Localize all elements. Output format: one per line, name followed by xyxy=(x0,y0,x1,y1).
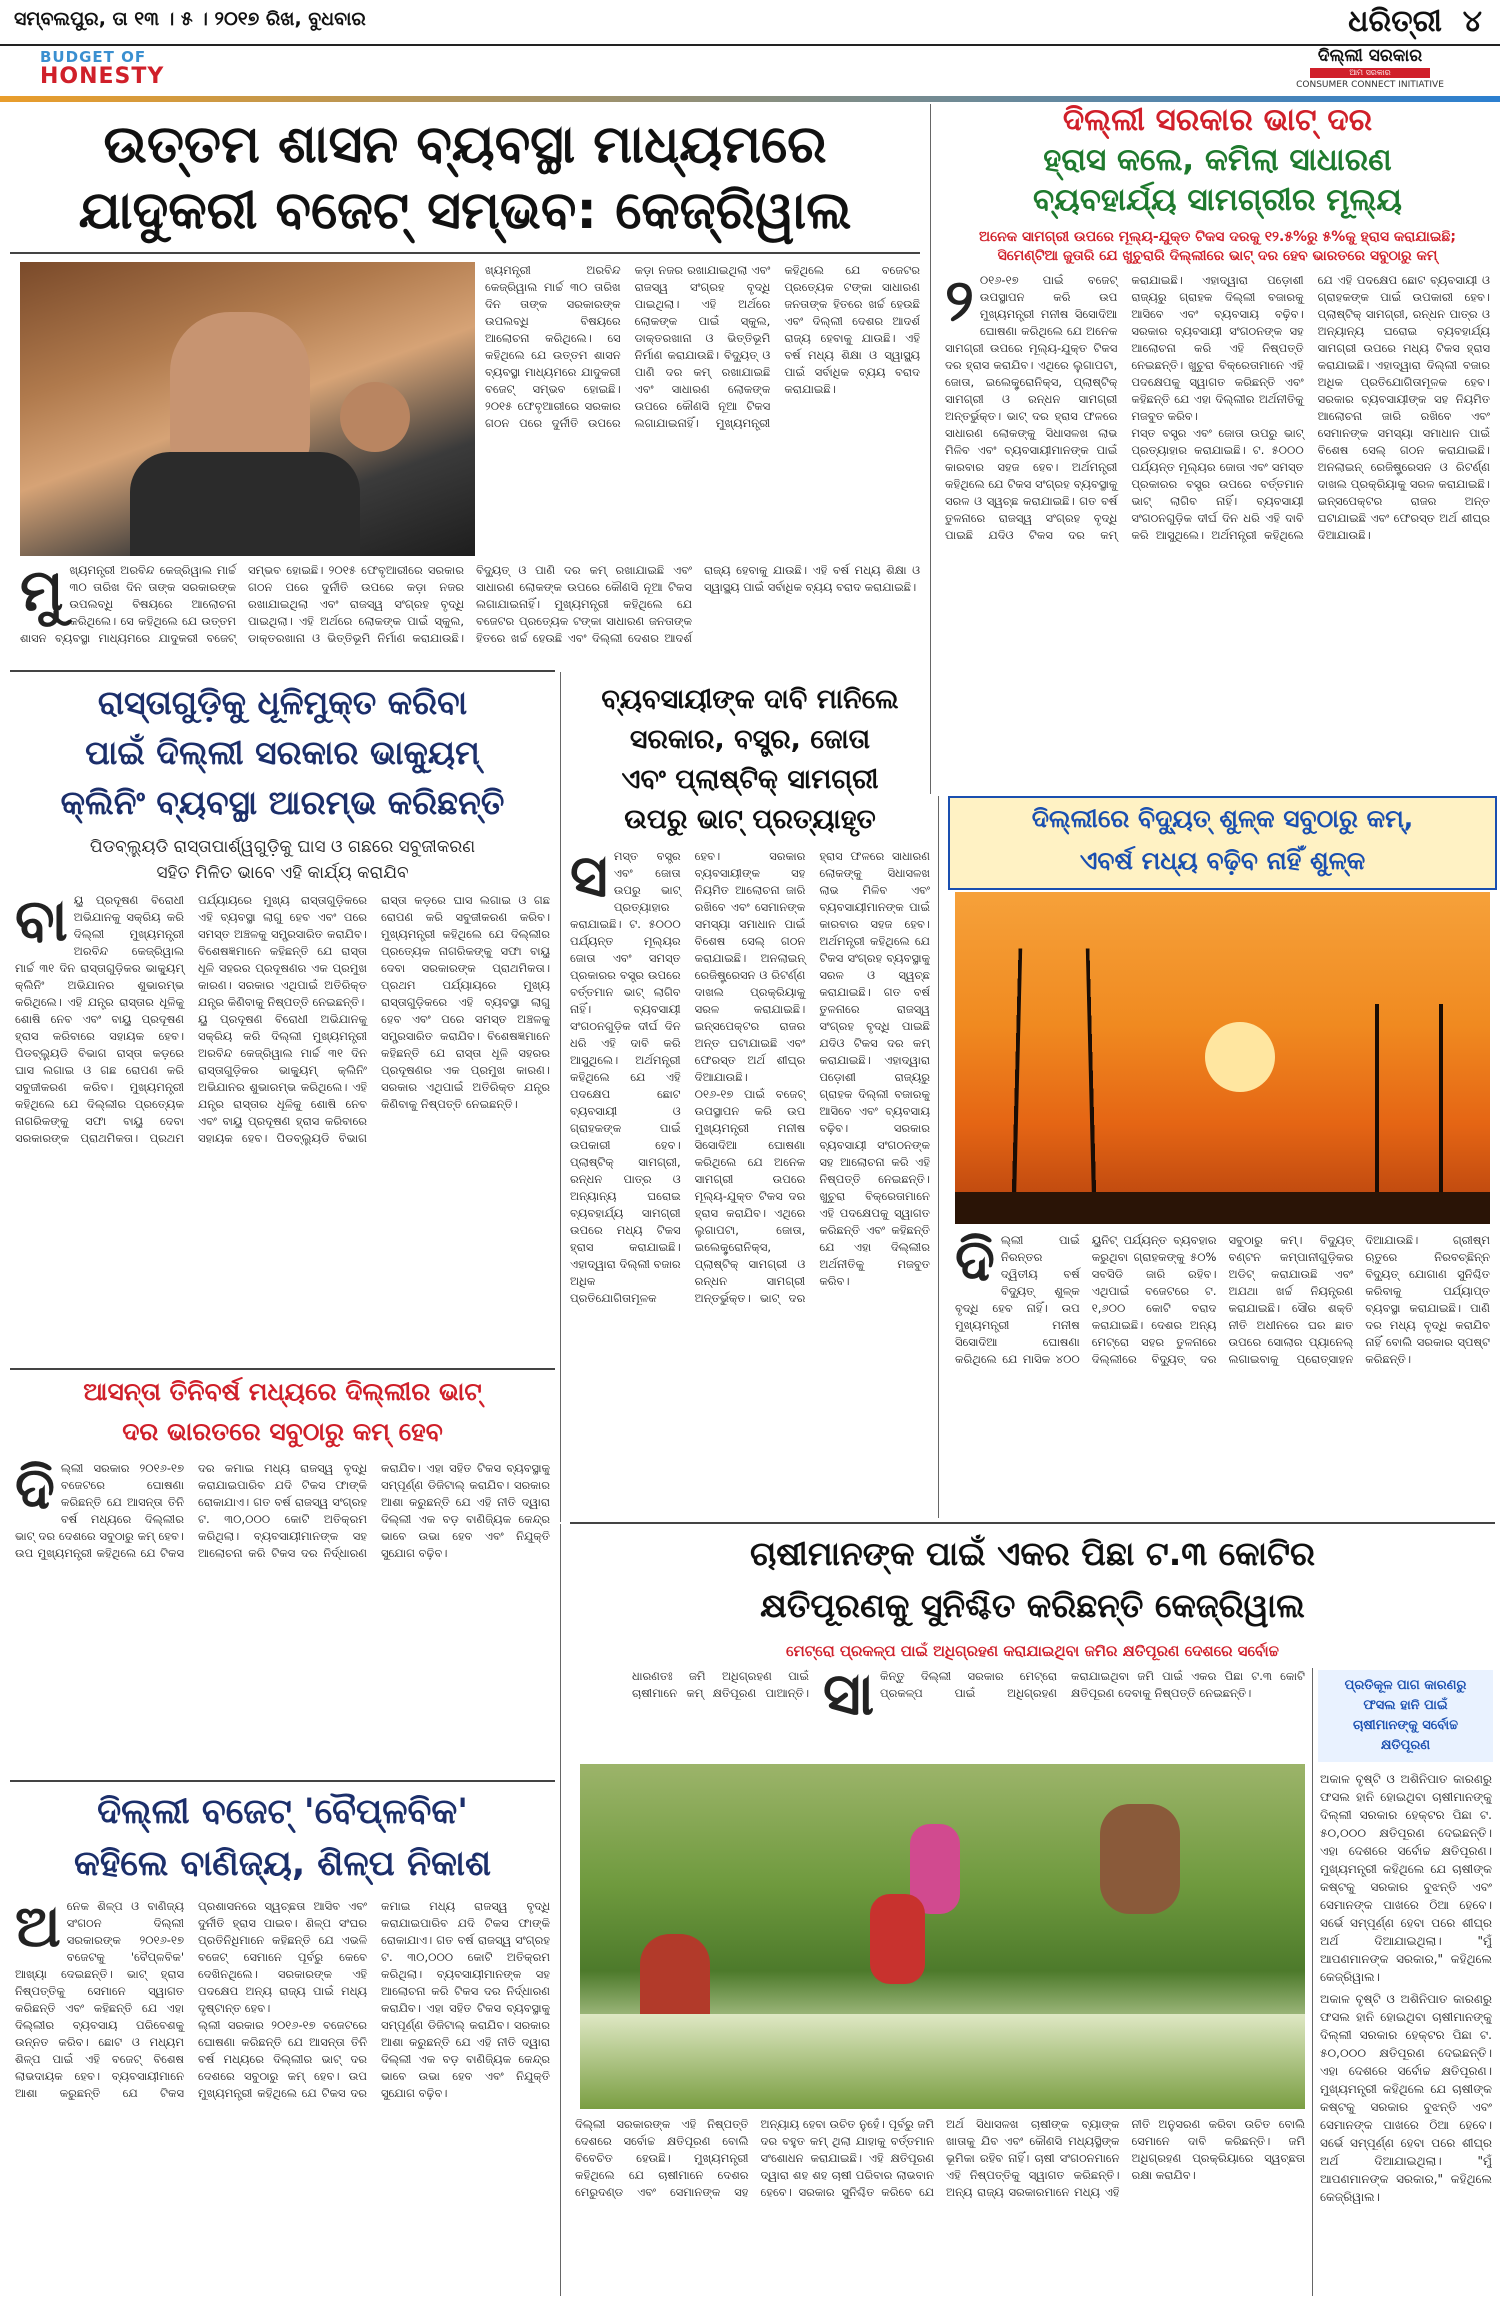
divider xyxy=(10,1368,555,1370)
column-rule xyxy=(560,672,561,1522)
power-tower-photo xyxy=(955,892,1490,1224)
lowest-vat-body: ଦି ଲ୍ଲୀ ସରକାର ୨୦୧୬-୧୭ ବଜେଟରେ ଘୋଷଣା କରିଛନ୍ତି ଯେ ଆସନ୍ତା ତିନି ବର୍ଷ ମଧ୍ୟରେ ଦିଲ୍ଲୀର ଭାଟ୍ ଦର ଦେଶରେ ସବୁଠାରୁ କମ୍ ହେବ। ଉପ ମୁଖ୍ୟମନ୍ତ୍ରୀ କହିଥିଲେ ଯେ ଟିକସ ଦର କମାଇ ମଧ୍ୟ ରାଜସ୍ୱ ବୃଦ୍ଧି କରାଯାଇପାରିବ ଯଦି ଟିକସ ଫାଙ୍କି ରୋକାଯାଏ। ଗତ ବର୍ଷ ରାଜସ୍ୱ ସଂଗ୍ରହ ଟ. ୩୦,୦୦୦ କୋଟି ଅତିକ୍ରମ କରିଥିଲା। ବ୍ୟବସାୟୀମାନଙ୍କ ସହ ଆଲୋଚନା କରି ଟିକସ ଦର ନିର୍ଦ୍ଧାରଣ କରାଯିବ। ଏହା ସହିତ ଟିକସ ବ୍ୟବସ୍ଥାକୁ ସମ୍ପୂର୍ଣ୍ଣ ଡିଜିଟାଲ୍ କରାଯିବ। ସରକାର ଆଶା କରୁଛନ୍ତି ଯେ ଏହି ନୀତି ଦ୍ୱାରା ଦିଲ୍ଲୀ ଏକ ବଡ଼ ବାଣିଜ୍ୟିକ କେନ୍ଦ୍ର ଭାବେ ଉଭା ହେବ ଏବଂ ନିଯୁକ୍ତି ସୁଯୋଗ ବଢ଼ିବ। xyxy=(15,1460,550,1560)
page-header xyxy=(1348,4,1482,39)
traders-headline: ବ୍ୟବସାୟୀଙ୍କ ଦାବି ମାନିଲେ ସରକାର, ବସ୍ତ୍ର, ଜୋତା ଏବଂ ପ୍ଲାଷ୍ଟିକ୍ ସାମଗ୍ରୀ ଉପରୁ ଭାଟ୍ ପ୍ରତ୍ୟାହୃତ xyxy=(601,684,899,835)
revolutionary-body: ଅ ନେକ ଶିଳ୍ପ ଓ ବାଣିଜ୍ୟ ସଂଗଠନ ଦିଲ୍ଲୀ ସରକାରଙ୍କ ୨୦୧୬-୧୭ ବଜେଟକୁ 'ବୈପ୍ଳବିକ' ଆଖ୍ୟା ଦେଇଛନ୍ତି। ଭାଟ୍ ହ୍ରାସ ନିଷ୍ପତ୍ତିକୁ ସେମାନେ ସ୍ୱାଗତ କରିଛନ୍ତି ଏବଂ କହିଛନ୍ତି ଯେ ଏହା ଦିଲ୍ଲୀର ବ୍ୟବସାୟ ପରିବେଶକୁ ଉନ୍ନତ କରିବ। ଛୋଟ ଓ ମଧ୍ୟମ ଶିଳ୍ପ ପାଇଁ ଏହି ବଜେଟ୍ ବିଶେଷ ଲାଭଦାୟକ ହେବ। ବ୍ୟବସାୟୀମାନେ ଆଶା କରୁଛନ୍ତି ଯେ ଟିକସ ପ୍ରଶାସନରେ ସ୍ୱଚ୍ଛତା ଆସିବ ଏବଂ ଦୁର୍ନୀତି ହ୍ରାସ ପାଇବ। ଶିଳ୍ପ ସଂଘର ପ୍ରତିନିଧିମାନେ କହିଛନ୍ତି ଯେ ଏଭଳି ବଜେଟ୍ ସେମାନେ ପୂର୍ବରୁ କେବେ ଦେଖିନଥିଲେ। ସରକାରଙ୍କ ଏହି ପଦକ୍ଷେପ ଅନ୍ୟ ରାଜ୍ୟ ପାଇଁ ମଧ୍ୟ ଦୃଷ୍ଟାନ୍ତ ହେବ। ଲ୍ଲୀ ସରକାର ୨୦୧୬-୧୭ ବଜେଟରେ ଘୋଷଣା କରିଛନ୍ତି ଯେ ଆସନ୍ତା ତିନି ବର୍ଷ ମଧ୍ୟରେ ଦିଲ୍ଲୀର ଭାଟ୍ ଦର ଦେଶରେ ସବୁଠାରୁ କମ୍ ହେବ। ଉପ ମୁଖ୍ୟମନ୍ତ୍ରୀ କହିଥିଲେ ଯେ ଟିକସ ଦର କମାଇ ମଧ୍ୟ ରାଜସ୍ୱ ବୃଦ୍ଧି କରାଯାଇପାରିବ ଯଦି ଟିକସ ଫାଙ୍କି ରୋକାଯାଏ। ଗତ ବର୍ଷ ରାଜସ୍ୱ ସଂଗ୍ରହ ଟ. ୩୦,୦୦୦ କୋଟି ଅତିକ୍ରମ କରିଥିଲା। ବ୍ୟବସାୟୀମାନଙ୍କ ସହ ଆଲୋଚନା କରି ଟିକସ ଦର ନିର୍ଦ୍ଧାରଣ କରାଯିବ। ଏହା ସହିତ ଟିକସ ବ୍ୟବସ୍ଥାକୁ ସମ୍ପୂର୍ଣ୍ଣ ଡିଜିଟାଲ୍ କରାଯିବ। ସରକାର ଆଶା କରୁଛନ୍ତି ଯେ ଏହି ନୀତି ଦ୍ୱାରା ଦିଲ୍ଲୀ ଏକ ବଡ଼ ବାଣିଜ୍ୟିକ କେନ୍ଦ୍ର ଭାବେ ଉଭା ହେବ ଏବଂ ନିଯୁକ୍ତି ସୁଯୋଗ ବଢ଼ିବ। xyxy=(15,1898,550,2100)
vat-headline: ଦିଲ୍ଲୀ ସରକାର ଭାଟ୍ ଦର ହ୍ରାସ କଲେ, କମିଲା ସାଧାରଣ ବ୍ୟବହାର୍ଯ୍ୟ ସାମଗ୍ରୀର ମୂଲ୍ୟ xyxy=(1033,102,1402,218)
column-rule xyxy=(560,1524,561,2296)
dateline: ସମ୍ବଲପୁର, ତା ୧୩ । ୫ । ୨୦୧୭ ରିଖ, ବୁଧବାର xyxy=(14,8,366,30)
divider xyxy=(10,1780,555,1782)
farmers-deck: ମେଟ୍ରୋ ପ୍ରକଳ୍ପ ପାଇଁ ଅଧିଗ୍ରହଣ କରାଯାଇଥିବା ଜମିର କ୍ଷତିପୂରଣ ଦେଶରେ ସର୍ବୋଚ୍ଚ xyxy=(786,1642,1279,1660)
vacuum-headline: ରାସ୍ତାଗୁଡ଼ିକୁ ଧୂଳିମୁକ୍ତ କରିବା ପାଇଁ ଦିଲ୍ଲୀ ସରକାର ଭାକ୍ୟୁମ୍ କ୍ଲିନିଂ ବ୍ୟବସ୍ଥା ଆରମ୍ଭ କରିଛନ୍ତି xyxy=(60,683,505,822)
column-rule xyxy=(930,104,931,794)
divider xyxy=(10,670,555,672)
delhi-govt-logo: ଦିଲ୍ଲୀ ସରକାର ଆମ ସରକାର CONSUMER CONNECT INITIATIVE xyxy=(1296,46,1444,90)
crop-loss-body: ଅକାଳ ବୃଷ୍ଟି ଓ ଅଶିନିପାତ କାରଣରୁ ଫସଲ ହାନି ହୋଇଥିବା ଚାଷୀମାନଙ୍କୁ ଦିଲ୍ଲୀ ସରକାର ହେକ୍ଟର ପିଛା ଟ. ୫୦,୦୦୦ କ୍ଷତିପୂରଣ ଦେଇଛନ୍ତି। ଏହା ଦେଶରେ ସର୍ବୋଚ୍ଚ କ୍ଷତିପୂରଣ। ମୁଖ୍ୟମନ୍ତ୍ରୀ କହିଥିଲେ ଯେ ଚାଷୀଙ୍କ କଷ୍ଟକୁ ସରକାର ବୁଝନ୍ତି ଏବଂ ସେମାନଙ୍କ ପାଖରେ ଠିଆ ହେବେ। ସର୍ଭେ ସମ୍ପୂର୍ଣ୍ଣ ହେବା ପରେ ଶୀଘ୍ର ଅର୍ଥ ଦିଆଯାଇଥିଲା। "ମୁଁ ଆପଣମାନଙ୍କ ସରକାର," କହିଥିଲେ କେଜ୍ରିୱାଲ। ଅକାଳ ବୃଷ୍ଟି ଓ ଅଶିନିପାତ କାରଣରୁ ଫସଲ ହାନି ହୋଇଥିବା ଚାଷୀମାନଙ୍କୁ ଦିଲ୍ଲୀ ସରକାର ହେକ୍ଟର ପିଛା ଟ. ୫୦,୦୦୦ କ୍ଷତିପୂରଣ ଦେଇଛନ୍ତି। ଏହା ଦେଶରେ ସର୍ବୋଚ୍ଚ କ୍ଷତିପୂରଣ। ମୁଖ୍ୟମନ୍ତ୍ରୀ କହିଥିଲେ ଯେ ଚାଷୀଙ୍କ କଷ୍ଟକୁ ସରକାର ବୁଝନ୍ତି ଏବଂ ସେମାନଙ୍କ ପାଖରେ ଠିଆ ହେବେ। ସର୍ଭେ ସମ୍ପୂର୍ଣ୍ଣ ହେବା ପରେ ଶୀଘ୍ର ଅର୍ଥ ଦିଆଯାଇଥିଲା। "ମୁଁ ଆପଣମାନଙ୍କ ସରକାର," କହିଥିଲେ କେଜ୍ରିୱାଲ। xyxy=(1320,1772,1492,2204)
paper-name: ଧରିତ୍ରୀ xyxy=(1348,4,1442,39)
farmers-body-bottom: ଦିଲ୍ଲୀ ସରକାରଙ୍କ ଏହି ନିଷ୍ପତ୍ତି ଦେଶରେ ସର୍ବୋଚ୍ଚ କ୍ଷତିପୂରଣ ବୋଲି ବିବେଚିତ ହେଉଛି। ମୁଖ୍ୟମନ୍ତ୍ରୀ କହିଥିଲେ ଯେ ଚାଷୀମାନେ ଦେଶର ମେରୁଦଣ୍ଡ ଏବଂ ସେମାନଙ୍କ ସହ ଅନ୍ୟାୟ ହେବା ଉଚିତ ନୁହେଁ। ପୂର୍ବରୁ ଜମି ଦର ବହୁତ କମ୍ ଥିଲା ଯାହାକୁ ବର୍ତ୍ତମାନ ସଂଶୋଧନ କରାଯାଇଛି। ଏହି କ୍ଷତିପୂରଣ ଦ୍ୱାରା ଶହ ଶହ ଚାଷୀ ପରିବାର ଲାଭବାନ ହେବେ। ସରକାର ସୁନିଶ୍ଚିତ କରିବେ ଯେ ଅର୍ଥ ସିଧାସଳଖ ଚାଷୀଙ୍କ ବ୍ୟାଙ୍କ ଖାତାକୁ ଯିବ ଏବଂ କୌଣସି ମଧ୍ୟସ୍ଥିଙ୍କ ଭୂମିକା ରହିବ ନାହିଁ। ଚାଷୀ ସଂଗଠନମାନେ ଏହି ନିଷ୍ପତ୍ତିକୁ ସ୍ୱାଗତ କରିଛନ୍ତି। ଅନ୍ୟ ରାଜ୍ୟ ସରକାରମାନେ ମଧ୍ୟ ଏହି ନୀତି ଅନୁସରଣ କରିବା ଉଚିତ ବୋଲି ସେମାନେ ଦାବି କରିଛନ୍ତି। ଜମି ଅଧିଗ୍ରହଣ ପ୍ରକ୍ରିୟାରେ ସ୍ୱଚ୍ଛତା ରକ୍ଷା କରାଯିବ। xyxy=(575,2117,1305,2199)
page-number: ୪ xyxy=(1462,4,1482,39)
kejriwal-photo xyxy=(20,262,475,556)
column-rule xyxy=(938,796,939,1518)
vat-deck: ଅନେକ ସାମଗ୍ରୀ ଉପରେ ମୂଲ୍ୟ-ଯୁକ୍ତ ଟିକସ ଦରକୁ ୧୨.୫%ରୁ ୫%କୁ ହ୍ରାସ କରାଯାଇଛି; ସିମେଣ୍ଟିଆ ଜୁତାରି ଯେ ଖୁଚୁରାରି ଦିଲ୍ଲୀରେ ଭାଟ୍ ଦର ହେବ ଭାରତରେ ସବୁଠାରୁ କମ୍ xyxy=(979,229,1456,264)
lowest-vat-headline: ଆସନ୍ତା ତିନିବର୍ଷ ମଧ୍ୟରେ ଦିଲ୍ଲୀର ଭାଟ୍ ଦର ଭାରତରେ ସବୁଠାରୁ କମ୍ ହେବ xyxy=(83,1377,482,1446)
vat-body: ୨ ୦୧୬-୧୭ ପାଇଁ ବଜେଟ୍ ଉପସ୍ଥାପନ କରି ଉପ ମୁଖ୍ୟମନ୍ତ୍ରୀ ମନୀଷ ସିସୋଦିଆ ଘୋଷଣା କରିଥିଲେ ଯେ ଅନେକ ସାମଗ୍ରୀ ଉପରେ ମୂଲ୍ୟ-ଯୁକ୍ତ ଟିକସ ଦର ହ୍ରାସ କରାଯିବ। ଏଥିରେ ଲୁଗାପଟା, ଜୋତା, ଇଲେକ୍ଟ୍ରୋନିକ୍ସ, ପ୍ଲାଷ୍ଟିକ୍ ସାମଗ୍ରୀ ଓ ରନ୍ଧନ ସାମଗ୍ରୀ ଅନ୍ତର୍ଭୁକ୍ତ। ଭାଟ୍ ଦର ହ୍ରାସ ଫଳରେ ସାଧାରଣ ଲୋକଙ୍କୁ ସିଧାସଳଖ ଲାଭ ମିଳିବ ଏବଂ ବ୍ୟବସାୟୀମାନଙ୍କ ପାଇଁ କାରବାର ସହଜ ହେବ। ଅର୍ଥମନ୍ତ୍ରୀ କହିଥିଲେ ଯେ ଟିକସ ସଂଗ୍ରହ ବ୍ୟବସ୍ଥାକୁ ସରଳ ଓ ସ୍ୱଚ୍ଛ କରାଯାଇଛି। ଗତ ବର୍ଷ ତୁଳନାରେ ରାଜସ୍ୱ ସଂଗ୍ରହ ବୃଦ୍ଧି ପାଇଛି ଯଦିଓ ଟିକସ ଦର କମ୍ କରାଯାଇଛି। ଏହାଦ୍ୱାରା ପଡ଼ୋଶୀ ରାଜ୍ୟରୁ ଗ୍ରାହକ ଦିଲ୍ଲୀ ବଜାରକୁ ଆସିବେ ଏବଂ ବ୍ୟବସାୟ ବଢ଼ିବ। ସରକାର ବ୍ୟବସାୟୀ ସଂଗଠନଙ୍କ ସହ ଆଲୋଚନା କରି ଏହି ନିଷ୍ପତ୍ତି ନେଇଛନ୍ତି। ଖୁଚୁରା ବିକ୍ରେତାମାନେ ଏହି ପଦକ୍ଷେପକୁ ସ୍ୱାଗତ କରିଛନ୍ତି ଏବଂ କହିଛନ୍ତି ଯେ ଏହା ଦିଲ୍ଲୀର ଅର୍ଥନୀତିକୁ ମଜବୁତ କରିବ। ମସ୍ତ ବସ୍ତ୍ର ଏବଂ ଜୋତା ଉପରୁ ଭାଟ୍ ପ୍ରତ୍ୟାହାର କରାଯାଇଛି। ଟ. ୫୦୦୦ ପର୍ଯ୍ୟନ୍ତ ମୂଲ୍ୟର ଜୋତା ଏବଂ ସମସ୍ତ ପ୍ରକାରର ବସ୍ତ୍ର ଉପରେ ବର୍ତ୍ତମାନ ଭାଟ୍ ଲାଗିବ ନାହିଁ। ବ୍ୟବସାୟୀ ସଂଗଠନଗୁଡ଼ିକ ଦୀର୍ଘ ଦିନ ଧରି ଏହି ଦାବି କରି ଆସୁଥିଲେ। ଅର୍ଥମନ୍ତ୍ରୀ କହିଥିଲେ ଯେ ଏହି ପଦକ୍ଷେପ ଛୋଟ ବ୍ୟବସାୟୀ ଓ ଗ୍ରାହକଙ୍କ ପାଇଁ ଉପକାରୀ ହେବ। ପ୍ଲାଷ୍ଟିକ୍ ସାମଗ୍ରୀ, ରନ୍ଧନ ପାତ୍ର ଓ ଅନ୍ୟାନ୍ୟ ଘରୋଇ ବ୍ୟବହାର୍ଯ୍ୟ ସାମଗ୍ରୀ ଉପରେ ମଧ୍ୟ ଟିକସ ହ୍ରାସ କରାଯାଇଛି। ଏହାଦ୍ୱାରା ଦିଲ୍ଲୀ ବଜାର ଅଧିକ ପ୍ରତିଯୋଗିତାମୂଳକ ହେବ। ସରକାର ବ୍ୟବସାୟୀଙ୍କ ସହ ନିୟମିତ ଆଲୋଚନା ଜାରି ରଖିବେ ଏବଂ ସେମାନଙ୍କ ସମସ୍ୟା ସମାଧାନ ପାଇଁ ବିଶେଷ ସେଲ୍ ଗଠନ କରାଯାଇଛି। ଅନଲାଇନ୍ ରେଜିଷ୍ଟ୍ରେସନ ଓ ରିଟର୍ଣ୍ଣ ଦାଖଲ ପ୍ରକ୍ରିୟାକୁ ସରଳ କରାଯାଇଛି। ଇନ୍ସପେକ୍ଟର ରାଜର ଅନ୍ତ ଘଟାଯାଇଛି ଏବଂ ଫେରସ୍ତ ଅର୍ଥ ଶୀଘ୍ର ଦିଆଯାଉଛି। xyxy=(945,272,1490,542)
farmers-headline: ଚାଷୀମାନଙ୍କ ପାଇଁ ଏକର ପିଛା ଟ.୩ କୋଟିର କ୍ଷତିପୂରଣକୁ ସୁନିଶ୍ଚିତ କରିଛନ୍ତି କେଜ୍ରିୱାଲ xyxy=(749,1534,1315,1625)
farmers-body-top: ସା ଧାରଣତଃ ଜମି ଅଧିଗ୍ରହଣ ପାଇଁ ଚାଷୀମାନେ କମ୍ କ୍ଷତିପୂରଣ ପାଆନ୍ତି। କିନ୍ତୁ ଦିଲ୍ଲୀ ସରକାର ମେଟ୍ରୋ ପ୍ରକଳ୍ପ ପାଇଁ ଅଧିଗ୍ରହଣ କରାଯାଇଥିବା ଜମି ପାଇଁ ଏକର ପିଛା ଟ.୩ କୋଟି କ୍ଷତିପୂରଣ ଦେବାକୁ ନିଷ୍ପତ୍ତି ନେଇଛନ୍ତି। xyxy=(632,1668,1305,1728)
budget-of-honesty-logo: BUDGET OF HONESTY xyxy=(40,48,165,89)
revolutionary-headline: ଦିଲ୍ଲୀ ବଜେଟ୍ 'ବୈପ୍ଳବିକ' କହିଲେ ବାଣିଜ୍ୟ, ଶିଳ୍ପ ନିକାଶ xyxy=(74,1792,491,1884)
farmers-field-photo xyxy=(580,1764,1305,2109)
lead-body-right: ଖ୍ୟମନ୍ତ୍ରୀ ଅରବିନ୍ଦ କେଜ୍ରିୱାଲ ମାର୍ଚ୍ଚ ୩୦ ତାରିଖ ଦିନ ତାଙ୍କ ସରକାରଙ୍କ ଉପଲବ୍ଧି ବିଷୟରେ ଆଲୋଚନା କରିଥିଲେ। ସେ କହିଥିଲେ ଯେ ଉତ୍ତମ ଶାସନ ବ୍ୟବସ୍ଥା ମାଧ୍ୟମରେ ଯାଦୁକରୀ ବଜେଟ୍ ସମ୍ଭବ ହୋଇଛି। ୨୦୧୫ ଫେବୃଆରୀରେ ସରକାର ଗଠନ ପରେ ଦୁର୍ନୀତି ଉପରେ କଡ଼ା ନଜର ରଖାଯାଇଥିଲା ଏବଂ ରାଜସ୍ୱ ସଂଗ୍ରହ ବୃଦ୍ଧି ପାଇଥିଲା। ଏହି ଅର୍ଥରେ ଲୋକଙ୍କ ପାଇଁ ସ୍କୁଲ, ଡାକ୍ତରଖାନା ଓ ଭିତ୍ତିଭୂମି ନିର୍ମାଣ କରାଯାଉଛି। ବିଦ୍ୟୁତ୍ ଓ ପାଣି ଦର କମ୍ ରଖାଯାଇଛି ଏବଂ ସାଧାରଣ ଲୋକଙ୍କ ଉପରେ କୌଣସି ନୂଆ ଟିକସ ଲଗାଯାଇନାହିଁ। ମୁଖ୍ୟମନ୍ତ୍ରୀ କହିଥିଲେ ଯେ ବଜେଟର ପ୍ରତ୍ୟେକ ଟଙ୍କା ସାଧାରଣ ଜନତାଙ୍କ ହିତରେ ଖର୍ଚ୍ଚ ହେଉଛି ଏବଂ ଦିଲ୍ଲୀ ଦେଶର ଆଦର୍ଶ ରାଜ୍ୟ ହେବାକୁ ଯାଉଛି। ଏହି ବର୍ଷ ମଧ୍ୟ ଶିକ୍ଷା ଓ ସ୍ୱାସ୍ଥ୍ୟ ପାଇଁ ସର୍ବାଧିକ ବ୍ୟୟ ବରାଦ କରାଯାଇଛି। xyxy=(485,263,920,430)
column-rule xyxy=(1312,1668,1313,2296)
power-body: ଦି ଲ୍ଲୀ ପାଇଁ ନିରନ୍ତର ଦ୍ୱିତୀୟ ବର୍ଷ ବିଦ୍ୟୁତ୍ ଶୁଳ୍କ ବୃଦ୍ଧି ହେବ ନାହିଁ। ଉପ ମୁଖ୍ୟମନ୍ତ୍ରୀ ମନୀଷ ସିସୋଦିଆ ଘୋଷଣା କରିଥିଲେ ଯେ ମାସିକ ୪୦୦ ୟୁନିଟ୍ ପର୍ଯ୍ୟନ୍ତ ବ୍ୟବହାର କରୁଥିବା ଗ୍ରାହକଙ୍କୁ ୫୦% ସବସିଡି ଜାରି ରହିବ। ଏଥିପାଇଁ ବଜେଟରେ ଟ. ୧,୬୦୦ କୋଟି ବରାଦ କରାଯାଇଛି। ଦେଶର ଅନ୍ୟ ମେଟ୍ରୋ ସହର ତୁଳନାରେ ଦିଲ୍ଲୀରେ ବିଦ୍ୟୁତ୍ ଦର ସବୁଠାରୁ କମ୍। ବିଦ୍ୟୁତ୍ ବଣ୍ଟନ କମ୍ପାନୀଗୁଡ଼ିକର ଅଡିଟ୍ କରାଯାଉଛି ଏବଂ ଅଯଥା ଖର୍ଚ୍ଚ ନିୟନ୍ତ୍ରଣ କରାଯାଇଛି। ସୌର ଶକ୍ତି ନୀତି ଅଧୀନରେ ଘର ଛାତ ଉପରେ ସୋଲାର ପ୍ୟାନେଲ୍ ଲଗାଇବାକୁ ପ୍ରୋତ୍ସାହନ ଦିଆଯାଉଛି। ଗ୍ରୀଷ୍ମ ଋତୁରେ ନିରବଚ୍ଛିନ୍ନ ବିଦ୍ୟୁତ୍ ଯୋଗାଣ ସୁନିଶ୍ଚିତ କରିବାକୁ ପର୍ଯ୍ୟାପ୍ତ ବ୍ୟବସ୍ଥା କରାଯାଇଛି। ପାଣି ଦର ମଧ୍ୟ ବୃଦ୍ଧି କରାଯିବ ନାହିଁ ବୋଲି ସରକାର ସ୍ପଷ୍ଟ କରିଛନ୍ତି। xyxy=(955,1232,1490,1366)
masthead xyxy=(0,0,1500,46)
crop-loss-box: ପ୍ରତିକୂଳ ପାଗ କାରଣରୁ ଫସଲ ହାନି ପାଇଁ ଚାଷୀମାନଙ୍କୁ ସର୍ବୋଚ୍ଚ କ୍ଷତିପୂରଣ xyxy=(1318,1670,1493,1762)
lead-headline: ଉତ୍ତମ ଶାସନ ବ୍ୟବସ୍ଥା ମାଧ୍ୟମରେ ଯାଦୁକରୀ ବଜେଟ୍ ସମ୍ଭବ: କେଜ୍ରିୱାଲ xyxy=(78,115,852,241)
lead-body-bottom: ମୁ ଖ୍ୟମନ୍ତ୍ରୀ ଅରବିନ୍ଦ କେଜ୍ରିୱାଲ ମାର୍ଚ୍ଚ ୩୦ ତାରିଖ ଦିନ ତାଙ୍କ ସରକାରଙ୍କ ଉପଲବ୍ଧି ବିଷୟରେ ଆଲୋଚନା କରିଥିଲେ। ସେ କହିଥିଲେ ଯେ ଉତ୍ତମ ଶାସନ ବ୍ୟବସ୍ଥା ମାଧ୍ୟମରେ ଯାଦୁକରୀ ବଜେଟ୍ ସମ୍ଭବ ହୋଇଛି। ୨୦୧୫ ଫେବୃଆରୀରେ ସରକାର ଗଠନ ପରେ ଦୁର୍ନୀତି ଉପରେ କଡ଼ା ନଜର ରଖାଯାଇଥିଲା ଏବଂ ରାଜସ୍ୱ ସଂଗ୍ରହ ବୃଦ୍ଧି ପାଇଥିଲା। ଏହି ଅର୍ଥରେ ଲୋକଙ୍କ ପାଇଁ ସ୍କୁଲ, ଡାକ୍ତରଖାନା ଓ ଭିତ୍ତିଭୂମି ନିର୍ମାଣ କରାଯାଉଛି। ବିଦ୍ୟୁତ୍ ଓ ପାଣି ଦର କମ୍ ରଖାଯାଇଛି ଏବଂ ସାଧାରଣ ଲୋକଙ୍କ ଉପରେ କୌଣସି ନୂଆ ଟିକସ ଲଗାଯାଇନାହିଁ। ମୁଖ୍ୟମନ୍ତ୍ରୀ କହିଥିଲେ ଯେ ବଜେଟର ପ୍ରତ୍ୟେକ ଟଙ୍କା ସାଧାରଣ ଜନତାଙ୍କ ହିତରେ ଖର୍ଚ୍ଚ ହେଉଛି ଏବଂ ଦିଲ୍ଲୀ ଦେଶର ଆଦର୍ଶ ରାଜ୍ୟ ହେବାକୁ ଯାଉଛି। ଏହି ବର୍ଷ ମଧ୍ୟ ଶିକ୍ଷା ଓ ସ୍ୱାସ୍ଥ୍ୟ ପାଇଁ ସର୍ବାଧିକ ବ୍ୟୟ ବରାଦ କରାଯାଇଛି। xyxy=(20,562,920,645)
traders-body: ସ ମସ୍ତ ବସ୍ତ୍ର ଏବଂ ଜୋତା ଉପରୁ ଭାଟ୍ ପ୍ରତ୍ୟାହାର କରାଯାଇଛି। ଟ. ୫୦୦୦ ପର୍ଯ୍ୟନ୍ତ ମୂଲ୍ୟର ଜୋତା ଏବଂ ସମସ୍ତ ପ୍ରକାରର ବସ୍ତ୍ର ଉପରେ ବର୍ତ୍ତମାନ ଭାଟ୍ ଲାଗିବ ନାହିଁ। ବ୍ୟବସାୟୀ ସଂଗଠନଗୁଡ଼ିକ ଦୀର୍ଘ ଦିନ ଧରି ଏହି ଦାବି କରି ଆସୁଥିଲେ। ଅର୍ଥମନ୍ତ୍ରୀ କହିଥିଲେ ଯେ ଏହି ପଦକ୍ଷେପ ଛୋଟ ବ୍ୟବସାୟୀ ଓ ଗ୍ରାହକଙ୍କ ପାଇଁ ଉପକାରୀ ହେବ। ପ୍ଲାଷ୍ଟିକ୍ ସାମଗ୍ରୀ, ରନ୍ଧନ ପାତ୍ର ଓ ଅନ୍ୟାନ୍ୟ ଘରୋଇ ବ୍ୟବହାର୍ଯ୍ୟ ସାମଗ୍ରୀ ଉପରେ ମଧ୍ୟ ଟିକସ ହ୍ରାସ କରାଯାଇଛି। ଏହାଦ୍ୱାରା ଦିଲ୍ଲୀ ବଜାର ଅଧିକ ପ୍ରତିଯୋଗିତାମୂଳକ ହେବ। ସରକାର ବ୍ୟବସାୟୀଙ୍କ ସହ ନିୟମିତ ଆଲୋଚନା ଜାରି ରଖିବେ ଏବଂ ସେମାନଙ୍କ ସମସ୍ୟା ସମାଧାନ ପାଇଁ ବିଶେଷ ସେଲ୍ ଗଠନ କରାଯାଇଛି। ଅନଲାଇନ୍ ରେଜିଷ୍ଟ୍ରେସନ ଓ ରିଟର୍ଣ୍ଣ ଦାଖଲ ପ୍ରକ୍ରିୟାକୁ ସରଳ କରାଯାଇଛି। ଇନ୍ସପେକ୍ଟର ରାଜର ଅନ୍ତ ଘଟାଯାଇଛି ଏବଂ ଫେରସ୍ତ ଅର୍ଥ ଶୀଘ୍ର ଦିଆଯାଉଛି। ୦୧୬-୧୭ ପାଇଁ ବଜେଟ୍ ଉପସ୍ଥାପନ କରି ଉପ ମୁଖ୍ୟମନ୍ତ୍ରୀ ମନୀଷ ସିସୋଦିଆ ଘୋଷଣା କରିଥିଲେ ଯେ ଅନେକ ସାମଗ୍ରୀ ଉପରେ ମୂଲ୍ୟ-ଯୁକ୍ତ ଟିକସ ଦର ହ୍ରାସ କରାଯିବ। ଏଥିରେ ଲୁଗାପଟା, ଜୋତା, ଇଲେକ୍ଟ୍ରୋନିକ୍ସ, ପ୍ଲାଷ୍ଟିକ୍ ସାମଗ୍ରୀ ଓ ରନ୍ଧନ ସାମଗ୍ରୀ ଅନ୍ତର୍ଭୁକ୍ତ। ଭାଟ୍ ଦର ହ୍ରାସ ଫଳରେ ସାଧାରଣ ଲୋକଙ୍କୁ ସିଧାସଳଖ ଲାଭ ମିଳିବ ଏବଂ ବ୍ୟବସାୟୀମାନଙ୍କ ପାଇଁ କାରବାର ସହଜ ହେବ। ଅର୍ଥମନ୍ତ୍ରୀ କହିଥିଲେ ଯେ ଟିକସ ସଂଗ୍ରହ ବ୍ୟବସ୍ଥାକୁ ସରଳ ଓ ସ୍ୱଚ୍ଛ କରାଯାଇଛି। ଗତ ବର୍ଷ ତୁଳନାରେ ରାଜସ୍ୱ ସଂଗ୍ରହ ବୃଦ୍ଧି ପାଇଛି ଯଦିଓ ଟିକସ ଦର କମ୍ କରାଯାଇଛି। ଏହାଦ୍ୱାରା ପଡ଼ୋଶୀ ରାଜ୍ୟରୁ ଗ୍ରାହକ ଦିଲ୍ଲୀ ବଜାରକୁ ଆସିବେ ଏବଂ ବ୍ୟବସାୟ ବଢ଼ିବ। ସରକାର ବ୍ୟବସାୟୀ ସଂଗଠନଙ୍କ ସହ ଆଲୋଚନା କରି ଏହି ନିଷ୍ପତ୍ତି ନେଇଛନ୍ତି। ଖୁଚୁରା ବିକ୍ରେତାମାନେ ଏହି ପଦକ୍ଷେପକୁ ସ୍ୱାଗତ କରିଛନ୍ତି ଏବଂ କହିଛନ୍ତି ଯେ ଏହା ଦିଲ୍ଲୀର ଅର୍ଥନୀତିକୁ ମଜବୁତ କରିବ। xyxy=(570,848,930,1305)
vacuum-body: ବା ୟୁ ପ୍ରଦୂଷଣ ବିରୋଧୀ ଅଭିଯାନକୁ ସକ୍ରିୟ କରି ଦିଲ୍ଲୀ ମୁଖ୍ୟମନ୍ତ୍ରୀ ଅରବିନ୍ଦ କେଜ୍ରିୱାଲ ମାର୍ଚ୍ଚ ୩୧ ଦିନ ରାସ୍ତାଗୁଡ଼ିକର ଭାକ୍ୟୁମ୍ କ୍ଲିନିଂ ଅଭିଯାନର ଶୁଭାରମ୍ଭ କରିଥିଲେ। ଏହି ଯନ୍ତ୍ର ରାସ୍ତାର ଧୂଳିକୁ ଶୋଷି ନେବ ଏବଂ ବାୟୁ ପ୍ରଦୂଷଣ ହ୍ରାସ କରିବାରେ ସହାୟକ ହେବ। ପିଡବ୍ଲ୍ୟୁଡି ବିଭାଗ ରାସ୍ତା କଡ଼ରେ ଘାସ ଲଗାଇ ଓ ଗଛ ରୋପଣ କରି ସବୁଜୀକରଣ କରିବ। ମୁଖ୍ୟମନ୍ତ୍ରୀ କହିଥିଲେ ଯେ ଦିଲ୍ଲୀର ପ୍ରତ୍ୟେକ ନାଗରିକଙ୍କୁ ସଫା ବାୟୁ ଦେବା ସରକାରଙ୍କ ପ୍ରାଥମିକତା। ପ୍ରଥମ ପର୍ଯ୍ୟାୟରେ ମୁଖ୍ୟ ରାସ୍ତାଗୁଡ଼ିକରେ ଏହି ବ୍ୟବସ୍ଥା ଲାଗୁ ହେବ ଏବଂ ପରେ ସମସ୍ତ ଅଞ୍ଚଳକୁ ସମ୍ପ୍ରସାରିତ କରାଯିବ। ବିଶେଷଜ୍ଞମାନେ କହିଛନ୍ତି ଯେ ରାସ୍ତା ଧୂଳି ସହରର ପ୍ରଦୂଷଣର ଏକ ପ୍ରମୁଖ କାରଣ। ସରକାର ଏଥିପାଇଁ ଅତିରିକ୍ତ ଯନ୍ତ୍ର କିଣିବାକୁ ନିଷ୍ପତ୍ତି ନେଇଛନ୍ତି। ୟୁ ପ୍ରଦୂଷଣ ବିରୋଧୀ ଅଭିଯାନକୁ ସକ୍ରିୟ କରି ଦିଲ୍ଲୀ ମୁଖ୍ୟମନ୍ତ୍ରୀ ଅରବିନ୍ଦ କେଜ୍ରିୱାଲ ମାର୍ଚ୍ଚ ୩୧ ଦିନ ରାସ୍ତାଗୁଡ଼ିକର ଭାକ୍ୟୁମ୍ କ୍ଲିନିଂ ଅଭିଯାନର ଶୁଭାରମ୍ଭ କରିଥିଲେ। ଏହି ଯନ୍ତ୍ର ରାସ୍ତାର ଧୂଳିକୁ ଶୋଷି ନେବ ଏବଂ ବାୟୁ ପ୍ରଦୂଷଣ ହ୍ରାସ କରିବାରେ ସହାୟକ ହେବ। ପିଡବ୍ଲ୍ୟୁଡି ବିଭାଗ ରାସ୍ତା କଡ଼ରେ ଘାସ ଲଗାଇ ଓ ଗଛ ରୋପଣ କରି ସବୁଜୀକରଣ କରିବ। ମୁଖ୍ୟମନ୍ତ୍ରୀ କହିଥିଲେ ଯେ ଦିଲ୍ଲୀର ପ୍ରତ୍ୟେକ ନାଗରିକଙ୍କୁ ସଫା ବାୟୁ ଦେବା ସରକାରଙ୍କ ପ୍ରାଥମିକତା। ପ୍ରଥମ ପର୍ଯ୍ୟାୟରେ ମୁଖ୍ୟ ରାସ୍ତାଗୁଡ଼ିକରେ ଏହି ବ୍ୟବସ୍ଥା ଲାଗୁ ହେବ ଏବଂ ପରେ ସମସ୍ତ ଅଞ୍ଚଳକୁ ସମ୍ପ୍ରସାରିତ କରାଯିବ। ବିଶେଷଜ୍ଞମାନେ କହିଛନ୍ତି ଯେ ରାସ୍ତା ଧୂଳି ସହରର ପ୍ରଦୂଷଣର ଏକ ପ୍ରମୁଖ କାରଣ। ସରକାର ଏଥିପାଇଁ ଅତିରିକ୍ତ ଯନ୍ତ୍ର କିଣିବାକୁ ନିଷ୍ପତ୍ତି ନେଇଛନ୍ତି। xyxy=(15,892,550,1145)
vacuum-deck: ପିଡବ୍ଲ୍ୟୁଡି ରାସ୍ତାପାର୍ଶ୍ୱଗୁଡ଼ିକୁ ଘାସ ଓ ଗଛରେ ସବୁଜୀକରଣ ସହିତ ମିଳିତ ଭାବେ ଏହି କାର୍ଯ୍ୟ କରାଯିବ xyxy=(89,837,476,883)
power-headline-box: ଦିଲ୍ଲୀରେ ବିଦ୍ୟୁତ୍ ଶୁଳ୍କ ସବୁଠାରୁ କମ୍, ଏବର୍ଷ ମଧ୍ୟ ବଢ଼ିବ ନାହିଁ ଶୁଳ୍କ xyxy=(948,796,1497,890)
divider xyxy=(570,1522,1495,1524)
divider xyxy=(10,252,920,254)
